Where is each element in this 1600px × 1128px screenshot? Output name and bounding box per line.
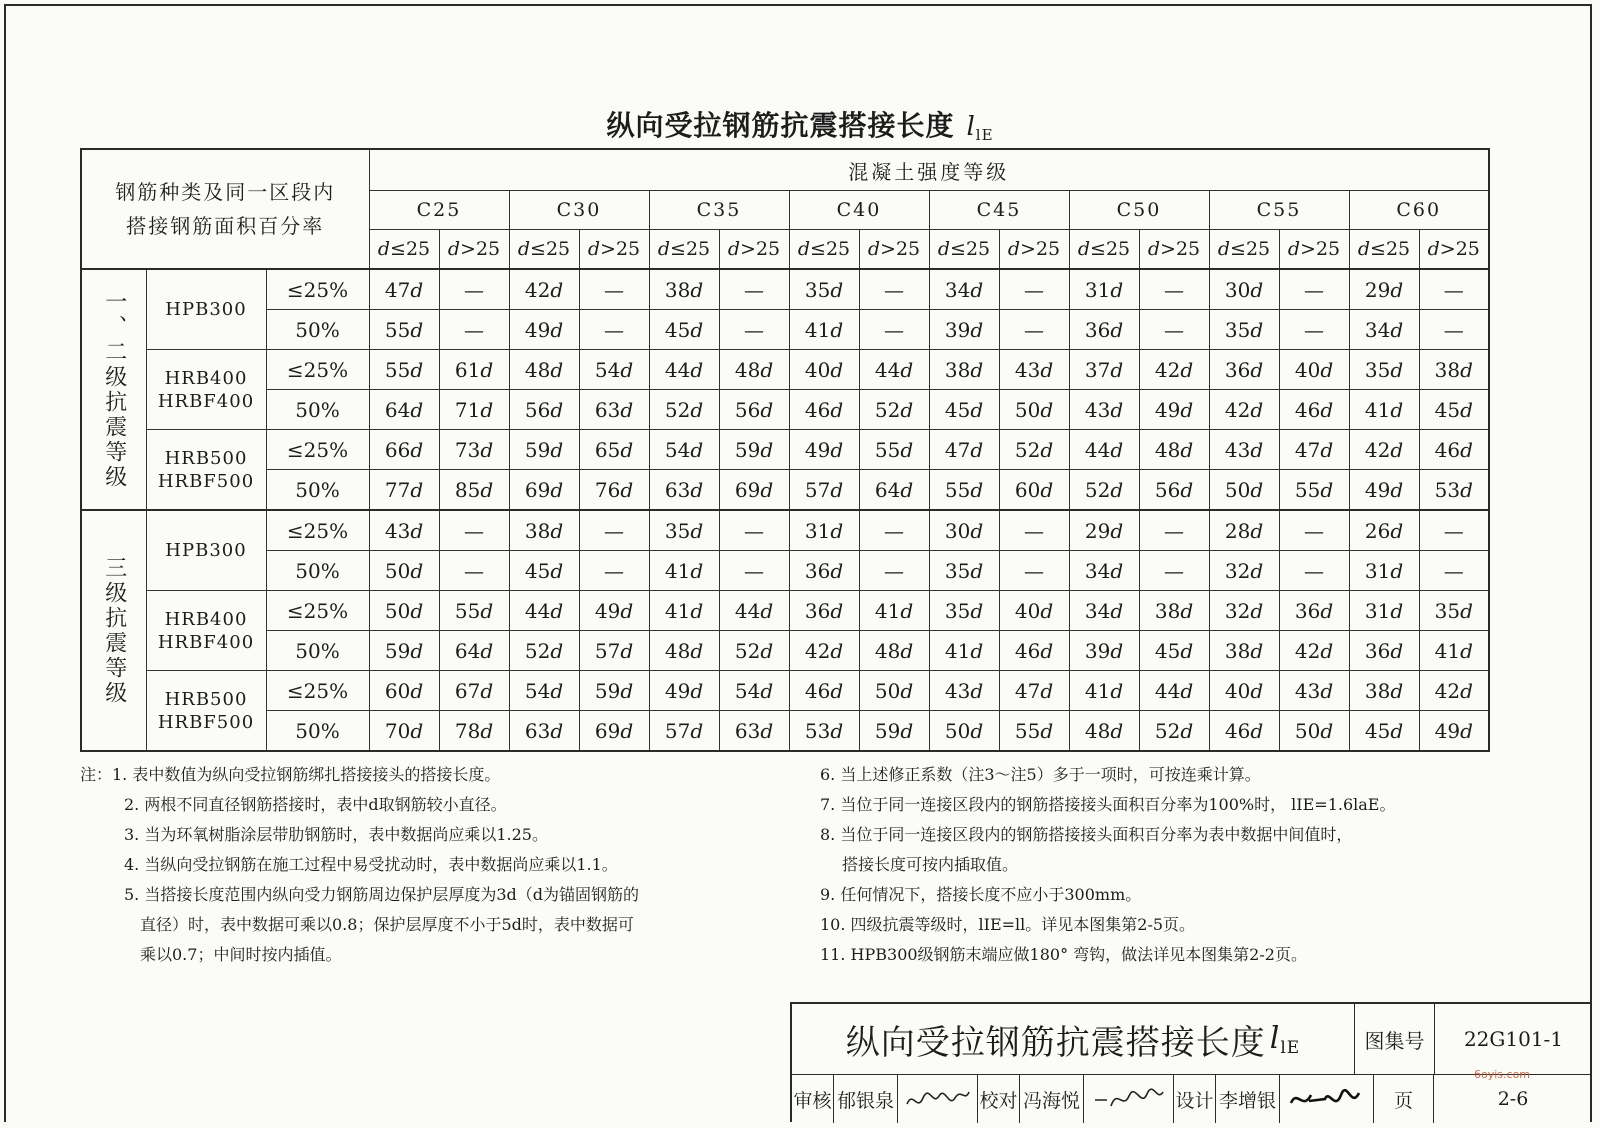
lap-length-value: 35d: [789, 269, 859, 310]
lap-percentage: ≤25%: [266, 671, 369, 711]
lap-length-value: 49d: [1419, 711, 1489, 752]
lap-length-value: 46d: [789, 390, 859, 430]
diameter-subheader: d>25: [1419, 230, 1489, 270]
note-line: 6. 当上述修正系数（注3～注5）多于一项时，可按连乘计算。: [820, 765, 1261, 784]
lap-length-value: 45d: [929, 390, 999, 430]
diameter-subheader: d≤25: [509, 230, 579, 270]
lap-length-value: —: [719, 510, 789, 551]
lap-length-value: 56d: [509, 390, 579, 430]
lap-percentage: 50%: [266, 390, 369, 430]
lap-length-value: 31d: [789, 510, 859, 551]
lap-length-value: 47d: [929, 430, 999, 470]
lap-length-value: 38d: [1209, 631, 1279, 671]
lap-length-value: 44d: [719, 591, 789, 631]
lap-length-value: 61d: [439, 350, 509, 390]
lap-length-value: 50d: [369, 591, 439, 631]
lap-length-value: 41d: [929, 631, 999, 671]
lap-length-value: 44d: [1069, 430, 1139, 470]
lap-length-value: 85d: [439, 470, 509, 511]
note-line: 直径）时，表中数据可乘以0.8；保护层厚度不小于5d时，表中数据可: [140, 915, 634, 934]
lap-length-value: 30d: [929, 510, 999, 551]
lap-length-value: 59d: [369, 631, 439, 671]
lap-length-value: 38d: [509, 510, 579, 551]
lap-length-value: 47d: [1279, 430, 1349, 470]
title-block: [790, 1002, 1592, 1122]
lap-length-value: —: [719, 269, 789, 310]
lap-length-value: 38d: [1349, 671, 1419, 711]
lap-length-value: 42d: [1419, 671, 1489, 711]
lap-length-value: 59d: [509, 430, 579, 470]
lap-length-value: 41d: [1349, 390, 1419, 430]
grade-header: C60: [1349, 191, 1489, 230]
lap-length-value: 41d: [649, 551, 719, 591]
lap-length-value: 37d: [1069, 350, 1139, 390]
lap-length-value: 67d: [439, 671, 509, 711]
lap-length-value: 36d: [1279, 591, 1349, 631]
note-line: 5. 当搭接长度范围内纵向受力钢筋周边保护层厚度为3d（d为锚固钢筋的: [124, 885, 640, 904]
lap-length-value: 35d: [1419, 591, 1489, 631]
lap-length-value: 44d: [649, 350, 719, 390]
lap-length-value: —: [1139, 551, 1209, 591]
lap-length-value: 57d: [579, 631, 649, 671]
lap-length-table: [80, 148, 1490, 752]
corner-header: 钢筋种类及同一区段内 搭接钢筋面积百分率: [81, 149, 369, 269]
diameter-subheader: d≤25: [789, 230, 859, 270]
lap-length-value: 60d: [999, 470, 1069, 511]
seismic-grade-label: 一、二级抗震等级: [81, 269, 146, 510]
lap-length-value: 45d: [509, 551, 579, 591]
lap-length-value: 32d: [1209, 551, 1279, 591]
lap-length-value: 45d: [1139, 631, 1209, 671]
lap-length-value: 63d: [509, 711, 579, 752]
lap-length-value: —: [579, 510, 649, 551]
lap-length-value: 43d: [369, 510, 439, 551]
lap-length-value: —: [859, 551, 929, 591]
lap-length-value: 49d: [1139, 390, 1209, 430]
lap-length-value: 34d: [929, 269, 999, 310]
notes-left: [80, 760, 780, 970]
designer-signature: [1280, 1075, 1374, 1123]
note-line: 10. 四级抗震等级时，lIE=ll。详见本图集第2-5页。: [820, 915, 1196, 934]
lap-length-value: 59d: [719, 430, 789, 470]
lap-length-value: 38d: [929, 350, 999, 390]
lap-length-value: 39d: [1069, 631, 1139, 671]
diameter-subheader: d>25: [859, 230, 929, 270]
lap-length-value: 40d: [789, 350, 859, 390]
notes-right: [820, 760, 1520, 970]
diameter-subheader: d≤25: [929, 230, 999, 270]
lap-length-value: —: [1419, 310, 1489, 350]
lap-length-value: 46d: [1419, 430, 1489, 470]
lap-length-value: 31d: [1349, 591, 1419, 631]
checker-name: 冯海悦: [1020, 1075, 1084, 1123]
lap-length-value: 46d: [1209, 711, 1279, 752]
lap-length-value: 48d: [719, 350, 789, 390]
lap-length-value: —: [859, 310, 929, 350]
lap-length-value: —: [1279, 269, 1349, 310]
lap-percentage: ≤25%: [266, 510, 369, 551]
lap-length-value: 40d: [999, 591, 1069, 631]
steel-type: HPB300: [146, 510, 266, 591]
lap-length-value: 52d: [859, 390, 929, 430]
lap-length-value: —: [999, 310, 1069, 350]
lap-length-value: 59d: [579, 671, 649, 711]
lap-length-value: 57d: [649, 711, 719, 752]
lap-length-value: 36d: [1349, 631, 1419, 671]
atlas-label: 图集号: [1354, 1004, 1434, 1074]
note-line: 8. 当位于同一连接区段内的钢筋搭接接头面积百分率为表中数据中间值时，: [820, 825, 1353, 844]
diameter-subheader: d≤25: [1069, 230, 1139, 270]
reviewer-name: 郁银泉: [834, 1075, 898, 1123]
lap-length-value: 70d: [369, 711, 439, 752]
watermark-text: 6oyis.com: [1474, 1068, 1531, 1081]
note-line: 9. 任何情况下，搭接长度不应小于300mm。: [820, 885, 1142, 904]
lap-length-value: 36d: [789, 551, 859, 591]
grade-header: C50: [1069, 191, 1209, 230]
lap-length-value: 30d: [1209, 269, 1279, 310]
diameter-subheader: d≤25: [1349, 230, 1419, 270]
seismic-grade-label: 三级抗震等级: [81, 510, 146, 751]
lap-percentage: ≤25%: [266, 591, 369, 631]
lap-length-value: 77d: [369, 470, 439, 511]
page-title: [0, 104, 1600, 144]
lap-length-value: —: [1139, 269, 1209, 310]
lap-length-value: —: [1279, 510, 1349, 551]
diameter-subheader: d>25: [579, 230, 649, 270]
lap-length-value: 49d: [789, 430, 859, 470]
lap-length-value: 48d: [1139, 430, 1209, 470]
lap-length-value: 44d: [509, 591, 579, 631]
lap-length-value: 32d: [1209, 591, 1279, 631]
note-line: 搭接长度可按内插取值。: [842, 855, 1019, 874]
lap-length-value: —: [1419, 510, 1489, 551]
lap-length-value: —: [439, 310, 509, 350]
lap-length-value: 52d: [1139, 711, 1209, 752]
lap-length-value: 69d: [509, 470, 579, 511]
lap-length-value: 40d: [1209, 671, 1279, 711]
lap-length-value: 50d: [1279, 711, 1349, 752]
lap-length-value: —: [439, 510, 509, 551]
lap-length-value: 64d: [369, 390, 439, 430]
lap-length-value: 54d: [649, 430, 719, 470]
lap-length-value: 55d: [1279, 470, 1349, 511]
lap-length-value: 56d: [719, 390, 789, 430]
lap-length-value: 43d: [1209, 430, 1279, 470]
atlas-number: 22G101-1: [1434, 1004, 1592, 1074]
concrete-grade-header: 混凝土强度等级: [369, 149, 1489, 191]
lap-length-value: 54d: [719, 671, 789, 711]
lap-length-value: 28d: [1209, 510, 1279, 551]
note-line: 3. 当为环氧树脂涂层带肋钢筋时，表中数据尚应乘以1.25。: [124, 825, 548, 844]
lap-length-value: 64d: [859, 470, 929, 511]
lap-length-value: 53d: [1419, 470, 1489, 511]
note-line: 注：1. 表中数值为纵向受拉钢筋绑扎搭接接头的搭接长度。: [80, 765, 501, 784]
lap-length-value: 66d: [369, 430, 439, 470]
lap-length-value: 69d: [719, 470, 789, 511]
lap-length-value: 53d: [789, 711, 859, 752]
lap-length-value: 55d: [999, 711, 1069, 752]
lap-length-value: 55d: [439, 591, 509, 631]
lap-length-value: 42d: [1139, 350, 1209, 390]
lap-length-value: 73d: [439, 430, 509, 470]
lap-length-value: 56d: [1139, 470, 1209, 511]
lap-length-value: —: [999, 510, 1069, 551]
lap-length-value: 34d: [1069, 591, 1139, 631]
page-label: 页: [1374, 1075, 1434, 1123]
lap-length-value: 45d: [649, 310, 719, 350]
lap-length-value: 54d: [509, 671, 579, 711]
lap-length-value: —: [439, 269, 509, 310]
lap-length-value: 48d: [509, 350, 579, 390]
diameter-subheader: d>25: [999, 230, 1069, 270]
lap-length-value: 35d: [929, 551, 999, 591]
page-number: 2-6: [1497, 1088, 1529, 1110]
lap-length-value: 26d: [1349, 510, 1419, 551]
lap-length-value: 45d: [1419, 390, 1489, 430]
lap-length-value: 38d: [1419, 350, 1489, 390]
lap-length-value: 31d: [1349, 551, 1419, 591]
lap-length-value: —: [1419, 269, 1489, 310]
lap-length-value: 57d: [789, 470, 859, 511]
lap-length-value: 31d: [1069, 269, 1139, 310]
lap-length-value: 38d: [649, 269, 719, 310]
diameter-subheader: d≤25: [369, 230, 439, 270]
lap-length-value: 36d: [1209, 350, 1279, 390]
lap-percentage: ≤25%: [266, 430, 369, 470]
diameter-subheader: d>25: [1279, 230, 1349, 270]
lap-length-value: 41d: [1069, 671, 1139, 711]
lap-percentage: 50%: [266, 470, 369, 511]
check-label: 校对: [978, 1075, 1020, 1123]
lap-length-value: 49d: [579, 591, 649, 631]
lap-length-value: 35d: [1349, 350, 1419, 390]
lap-length-value: 49d: [509, 310, 579, 350]
reviewer-signature: [898, 1075, 978, 1123]
lap-length-value: 43d: [1279, 671, 1349, 711]
lap-length-value: 50d: [1209, 470, 1279, 511]
lap-length-value: 36d: [789, 591, 859, 631]
lap-length-value: 65d: [579, 430, 649, 470]
lap-length-value: —: [1419, 551, 1489, 591]
lap-length-value: 43d: [1069, 390, 1139, 430]
lap-length-value: 63d: [649, 470, 719, 511]
lap-length-value: —: [859, 269, 929, 310]
lap-length-value: —: [999, 269, 1069, 310]
lap-length-value: 52d: [719, 631, 789, 671]
lap-length-value: —: [579, 310, 649, 350]
lap-percentage: ≤25%: [266, 269, 369, 310]
lap-percentage: 50%: [266, 551, 369, 591]
lap-percentage: 50%: [266, 310, 369, 350]
lap-length-value: 42d: [509, 269, 579, 310]
lap-length-value: 78d: [439, 711, 509, 752]
lap-length-value: 49d: [649, 671, 719, 711]
lap-length-value: —: [999, 551, 1069, 591]
steel-type: HPB300: [146, 269, 266, 350]
diameter-subheader: d>25: [719, 230, 789, 270]
lap-length-value: 44d: [1139, 671, 1209, 711]
note-line: 7. 当位于同一连接区段内的钢筋搭接接头面积百分率为100%时， lIE=1.6laE。: [820, 795, 1396, 814]
lap-length-value: 52d: [649, 390, 719, 430]
diameter-subheader: d≤25: [649, 230, 719, 270]
grade-header: C30: [509, 191, 649, 230]
steel-type: HRB500 HRBF500: [146, 671, 266, 752]
lap-length-value: 55d: [369, 310, 439, 350]
lap-length-value: 47d: [369, 269, 439, 310]
design-label: 设计: [1174, 1075, 1216, 1123]
lap-length-value: —: [439, 551, 509, 591]
title-symbol: $l_{lE}$: [966, 112, 994, 144]
lap-length-value: 50d: [999, 390, 1069, 430]
lap-length-value: 42d: [1349, 430, 1419, 470]
lap-length-value: 45d: [1349, 711, 1419, 752]
lap-length-value: 43d: [929, 671, 999, 711]
lap-length-value: 63d: [579, 390, 649, 430]
note-line: 乘以0.7；中间时按内插值。: [140, 945, 342, 964]
lap-length-value: 36d: [1069, 310, 1139, 350]
lap-length-value: 42d: [1279, 631, 1349, 671]
lap-length-value: 40d: [1279, 350, 1349, 390]
note-line: 4. 当纵向受拉钢筋在施工过程中易受扰动时，表中数据尚应乘以1.1。: [124, 855, 618, 874]
lap-length-value: 76d: [579, 470, 649, 511]
lap-length-value: 48d: [1069, 711, 1139, 752]
lap-length-value: 34d: [1069, 551, 1139, 591]
lap-length-value: 48d: [649, 631, 719, 671]
lap-length-value: 55d: [859, 430, 929, 470]
lap-percentage: 50%: [266, 711, 369, 752]
lap-length-value: 35d: [649, 510, 719, 551]
grade-header: C25: [369, 191, 509, 230]
lap-length-value: 55d: [929, 470, 999, 511]
checker-signature: [1084, 1075, 1174, 1123]
lap-percentage: 50%: [266, 631, 369, 671]
diameter-subheader: d>25: [439, 230, 509, 270]
lap-length-value: 47d: [999, 671, 1069, 711]
lap-length-value: 52d: [509, 631, 579, 671]
lap-length-value: 39d: [929, 310, 999, 350]
note-line: 11. HPB300级钢筋末端应做180° 弯钩，做法详见本图集第2-2页。: [820, 945, 1307, 964]
lap-percentage: ≤25%: [266, 350, 369, 390]
lap-length-value: 52d: [1069, 470, 1139, 511]
lap-length-value: —: [579, 551, 649, 591]
lap-length-value: 29d: [1349, 269, 1419, 310]
lap-length-value: 41d: [1419, 631, 1489, 671]
lap-length-value: 55d: [369, 350, 439, 390]
grade-header: C35: [649, 191, 789, 230]
lap-length-value: 46d: [1279, 390, 1349, 430]
lap-length-value: 54d: [579, 350, 649, 390]
steel-type: HRB400 HRBF400: [146, 350, 266, 430]
lap-length-value: —: [1279, 551, 1349, 591]
lap-length-value: 43d: [999, 350, 1069, 390]
steel-type: HRB500 HRBF500: [146, 430, 266, 511]
lap-length-value: 35d: [1209, 310, 1279, 350]
lap-length-value: 50d: [929, 711, 999, 752]
diameter-subheader: d≤25: [1209, 230, 1279, 270]
lap-length-value: 71d: [439, 390, 509, 430]
lap-length-value: 63d: [719, 711, 789, 752]
lap-length-value: 41d: [789, 310, 859, 350]
lap-length-value: 38d: [1139, 591, 1209, 631]
title-block-title: 纵向受拉钢筋抗震搭接长度 $l_{lE}$: [845, 1020, 1301, 1063]
lap-length-value: 64d: [439, 631, 509, 671]
lap-length-value: 46d: [789, 671, 859, 711]
lap-length-value: 69d: [579, 711, 649, 752]
lap-length-value: 35d: [929, 591, 999, 631]
note-line: 2. 两根不同直径钢筋搭接时，表中d取钢筋较小直径。: [124, 795, 507, 814]
lap-length-value: 42d: [789, 631, 859, 671]
lap-length-value: 34d: [1349, 310, 1419, 350]
lap-length-value: 50d: [369, 551, 439, 591]
page-title-text: 纵向受拉钢筋抗震搭接长度: [606, 109, 955, 142]
review-label: 审核: [792, 1075, 834, 1123]
lap-length-value: —: [859, 510, 929, 551]
grade-header: C45: [929, 191, 1069, 230]
lap-length-value: 44d: [859, 350, 929, 390]
diameter-subheader: d>25: [1139, 230, 1209, 270]
lap-length-value: —: [719, 551, 789, 591]
grade-header: C40: [789, 191, 929, 230]
lap-length-value: —: [1139, 510, 1209, 551]
lap-length-value: 29d: [1069, 510, 1139, 551]
designer-name: 李增银: [1216, 1075, 1280, 1123]
grade-header: C55: [1209, 191, 1349, 230]
lap-length-value: 48d: [859, 631, 929, 671]
lap-length-value: —: [719, 310, 789, 350]
lap-length-value: 59d: [859, 711, 929, 752]
lap-length-value: 41d: [649, 591, 719, 631]
signature-row: [792, 1074, 1592, 1122]
steel-type: HRB400 HRBF400: [146, 591, 266, 671]
lap-length-value: 60d: [369, 671, 439, 711]
lap-length-value: —: [1139, 310, 1209, 350]
lap-length-value: 52d: [999, 430, 1069, 470]
lap-length-value: 50d: [859, 671, 929, 711]
lap-length-value: 46d: [999, 631, 1069, 671]
lap-length-value: 41d: [859, 591, 929, 631]
lap-length-value: —: [1279, 310, 1349, 350]
lap-length-value: 42d: [1209, 390, 1279, 430]
lap-length-value: 49d: [1349, 470, 1419, 511]
lap-length-value: —: [579, 269, 649, 310]
